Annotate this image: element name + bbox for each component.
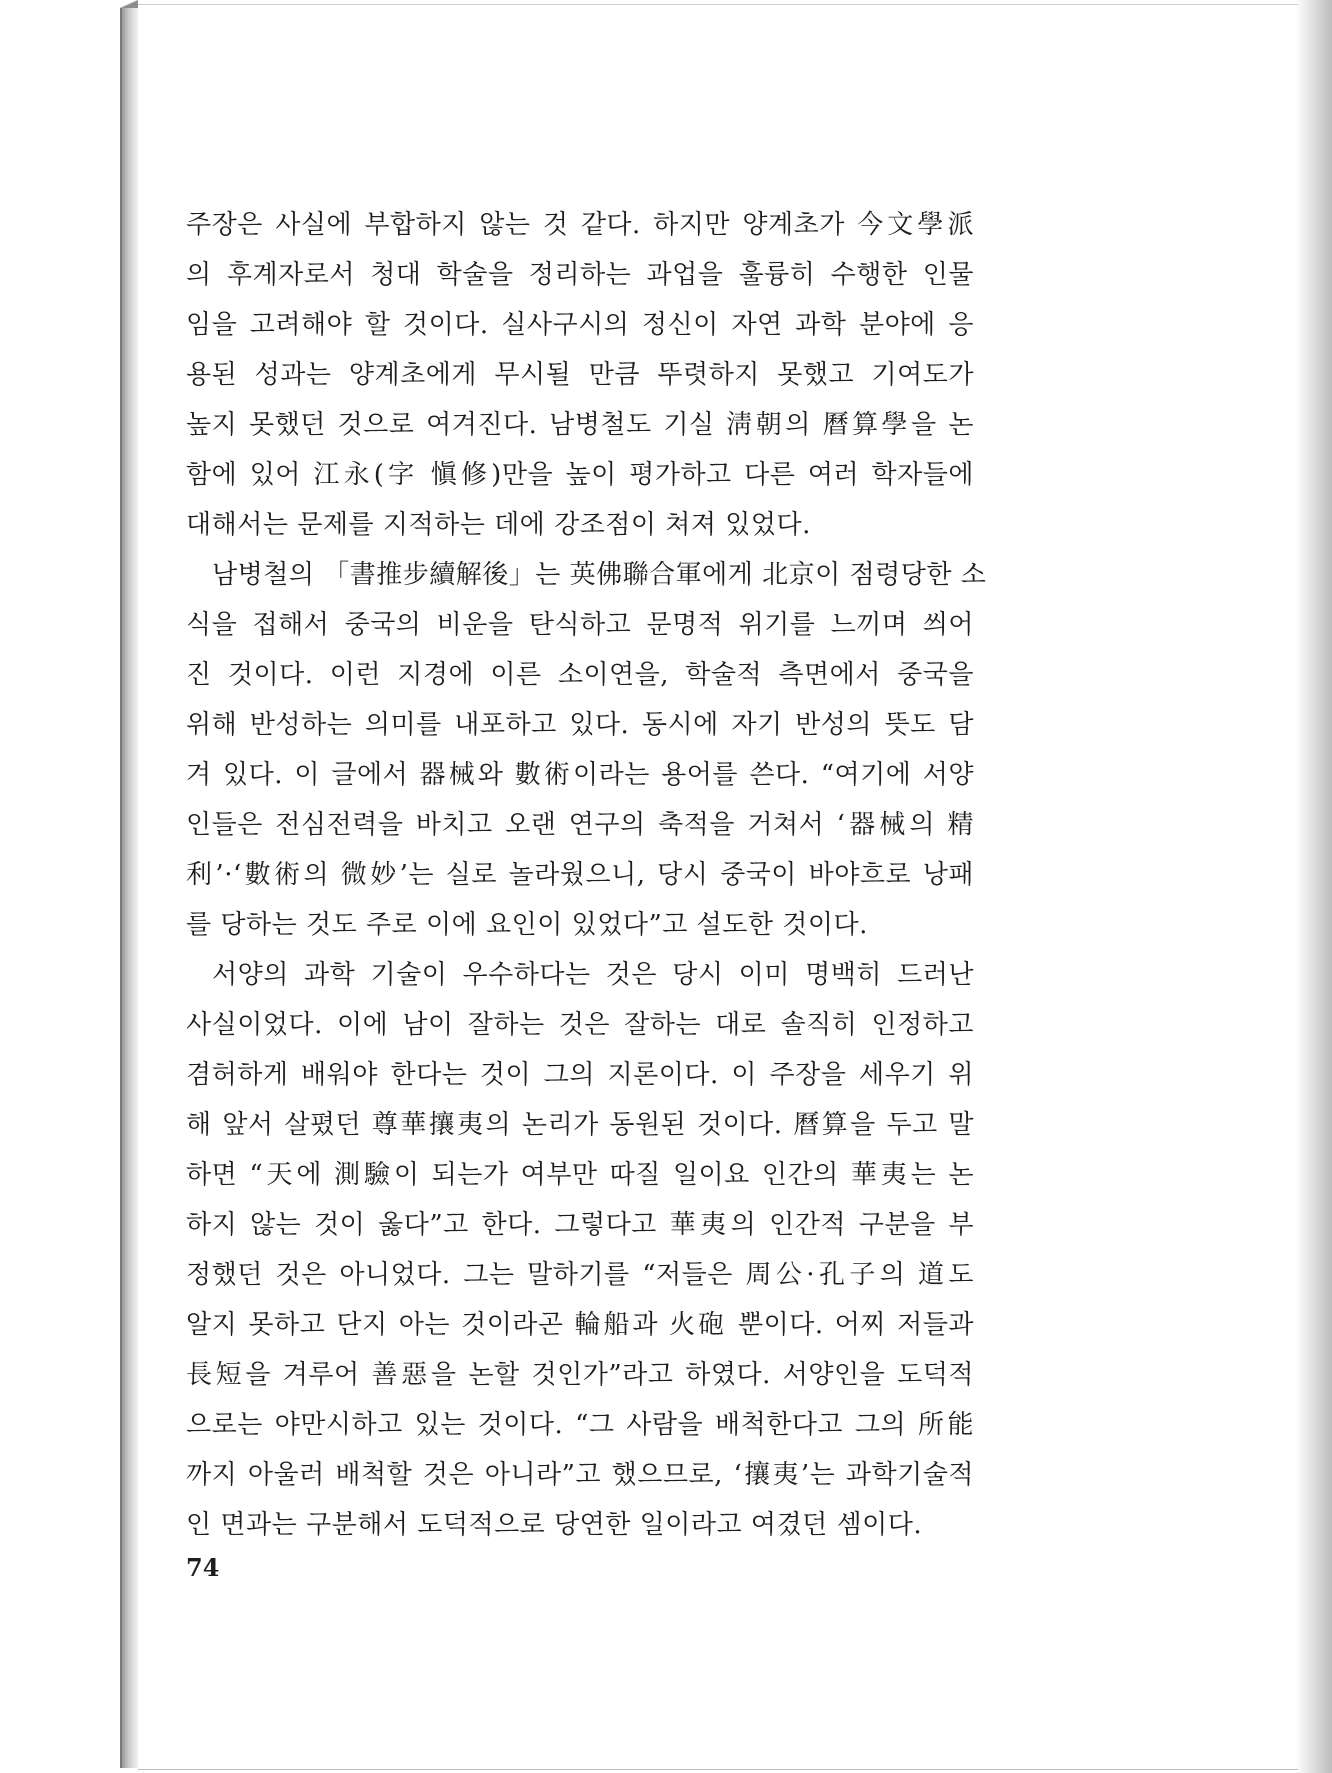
page-edge-shadow [1296, 0, 1332, 1773]
paragraph [186, 950, 974, 1550]
text-line: 임을 고려해야 할 것이다. 실사구시의 정신이 자연 과학 분야에 응 [186, 310, 974, 340]
text-line: 알지 못하고 단지 아는 것이라곤 輪船과 火砲 뿐이다. 어찌 저들과 [186, 1310, 974, 1340]
text-line: 사실이었다. 이에 남이 잘하는 것은 잘하는 대로 솔직히 인정하고 [186, 1010, 974, 1040]
text-line: 까지 아울러 배척할 것은 아니라”고 했으므로, ‘攘夷’는 과학기술적 [186, 1460, 974, 1490]
text-line: 함에 있어 江永(字 愼修)만을 높이 평가하고 다른 여러 학자들에 [186, 460, 974, 490]
text-line: 높지 못했던 것으로 여겨진다. 남병철도 기실 淸朝의 曆算學을 논 [186, 410, 974, 440]
book-spine-shadow [120, 4, 140, 1768]
text-line: 겨 있다. 이 글에서 器械와 數術이라는 용어를 쓴다. “여기에 서양 [186, 760, 974, 790]
text-line: 인들은 전심전력을 바치고 오랜 연구의 축적을 거쳐서 ‘器械의 精 [186, 810, 974, 840]
paragraph [186, 550, 987, 950]
text-line: 식을 접해서 중국의 비운을 탄식하고 문명적 위기를 느끼며 씌어 [186, 610, 974, 640]
text-line: 서양의 과학 기술이 우수하다는 것은 당시 이미 명백히 드러난 [212, 960, 974, 990]
text-line: 해 앞서 살폈던 尊華攘夷의 논리가 동원된 것이다. 曆算을 두고 말 [186, 1110, 974, 1140]
body-text [186, 200, 987, 1550]
text-line: 주장은 사실에 부합하지 않는 것 같다. 하지만 양계초가 今文學派 [186, 210, 974, 240]
text-line: 利’·‘數術의 微妙’는 실로 놀라웠으니, 당시 중국이 바야흐로 낭패 [186, 860, 974, 890]
text-line: 하면 “天에 測驗이 되는가 여부만 따질 일이요 인간의 華夷는 논 [186, 1160, 974, 1190]
text-line: 진 것이다. 이런 지경에 이른 소이연을, 학술적 측면에서 중국을 [186, 660, 974, 690]
text-line: 長短을 겨루어 善惡을 논할 것인가”라고 하였다. 서양인을 도덕적 [186, 1360, 974, 1390]
page-number: 74 [186, 1553, 220, 1582]
text-line: 인 면과는 구분해서 도덕적으로 당연한 일이라고 여겼던 셈이다. [186, 1510, 923, 1540]
text-line: 대해서는 문제를 지적하는 데에 강조점이 쳐져 있었다. [186, 510, 811, 540]
text-line: 하지 않는 것이 옳다”고 한다. 그렇다고 華夷의 인간적 구분을 부 [186, 1210, 974, 1240]
text-line: 의 후계자로서 청대 학술을 정리하는 과업을 훌륭히 수행한 인물 [186, 260, 974, 290]
text-line: 용된 성과는 양계초에게 무시될 만큼 뚜렷하지 못했고 기여도가 [186, 360, 974, 390]
book-spine-corner [120, 0, 138, 8]
text-line: 를 당하는 것도 주로 이에 요인이 있었다”고 설도한 것이다. [186, 910, 868, 940]
text-line: 으로는 야만시하고 있는 것이다. “그 사람을 배척한다고 그의 所能 [186, 1410, 974, 1440]
text-line: 정했던 것은 아니었다. 그는 말하기를 “저들은 周公·孔子의 道도 [186, 1260, 974, 1290]
text-line: 위해 반성하는 의미를 내포하고 있다. 동시에 자기 반성의 뜻도 담 [186, 710, 974, 740]
paragraph [186, 200, 974, 550]
text-line: 겸허하게 배워야 한다는 것이 그의 지론이다. 이 주장을 세우기 위 [186, 1060, 974, 1090]
text-line: 남병철의 「書推步續解後」는 英佛聯合軍에게 北京이 점령당한 소 [212, 560, 987, 590]
